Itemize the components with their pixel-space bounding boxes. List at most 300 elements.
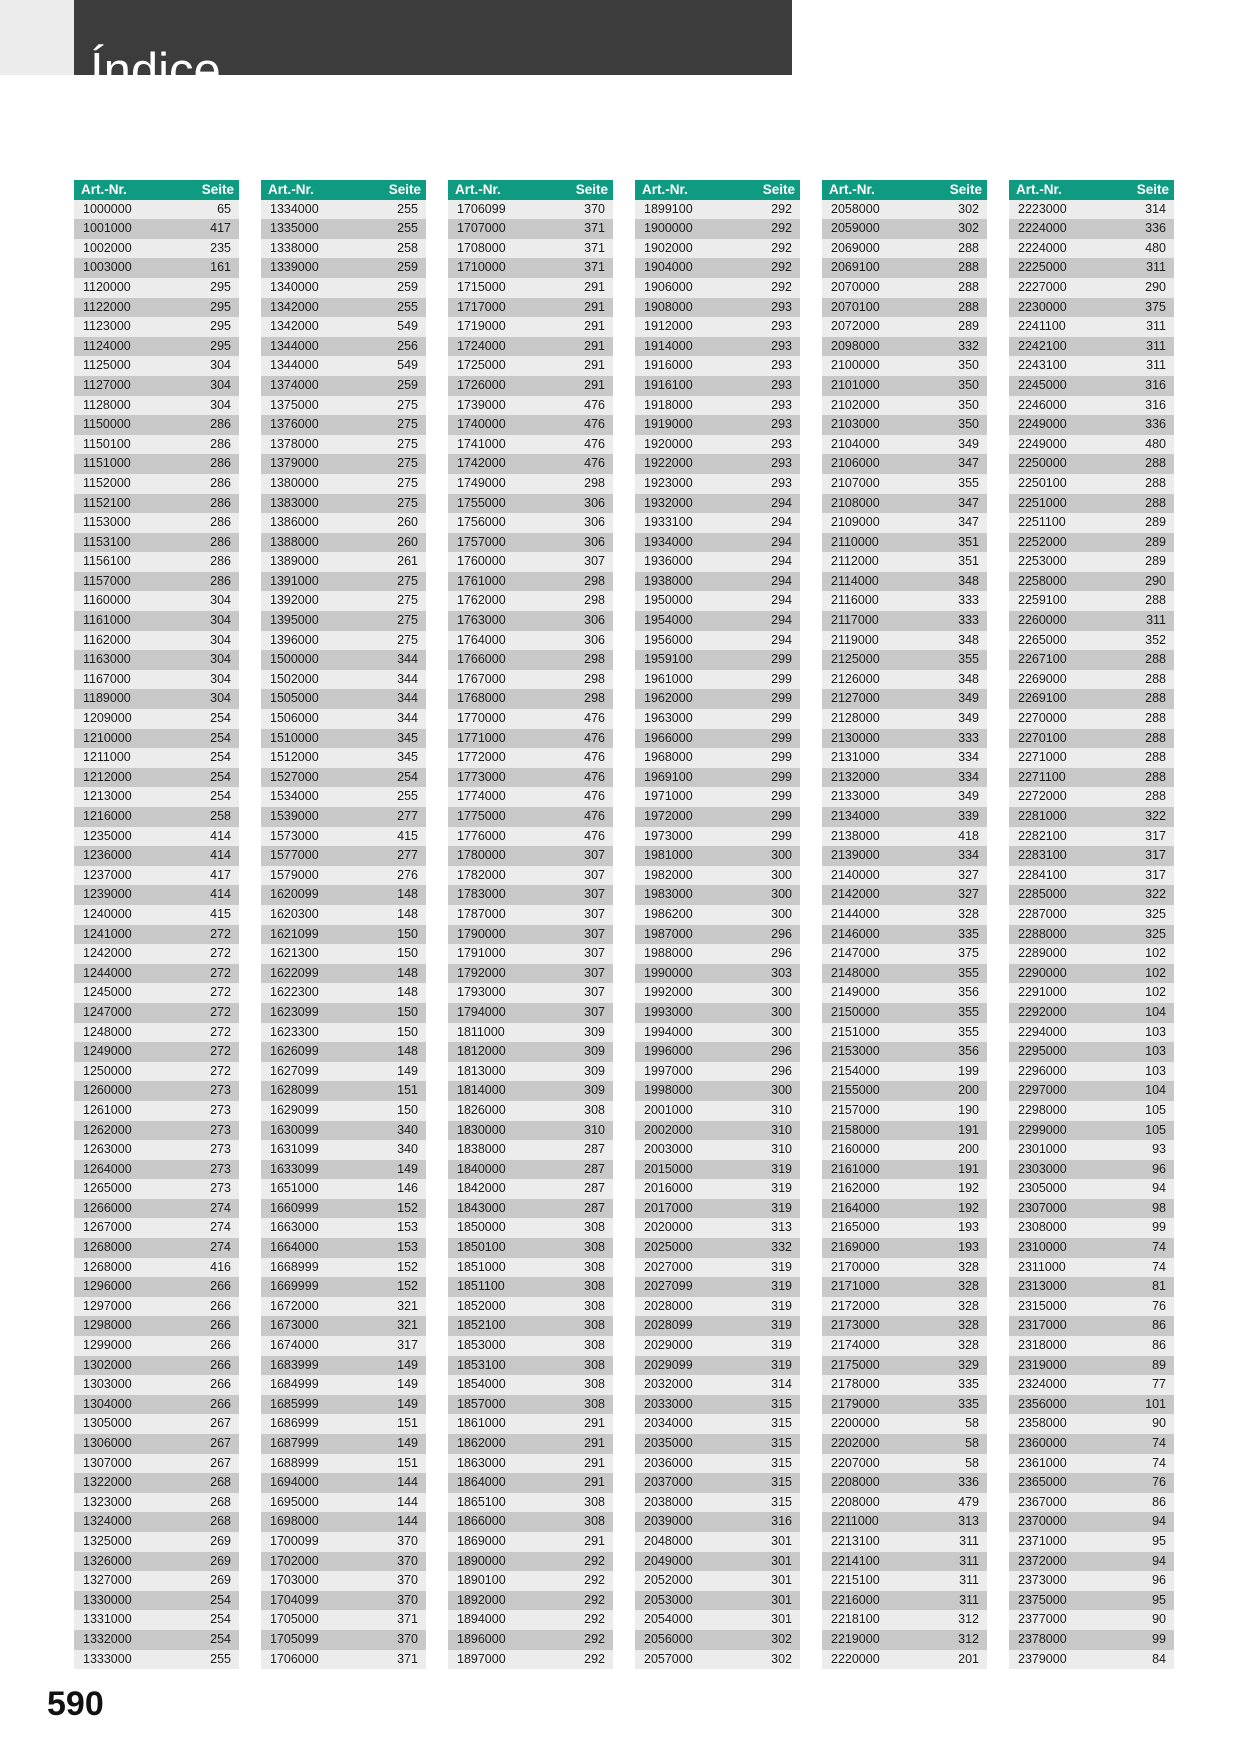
table-row: [822, 1042, 987, 1062]
seite: 371: [584, 240, 605, 255]
table-row: [448, 474, 613, 494]
table-row: [448, 670, 613, 690]
column-rows: [261, 200, 426, 1670]
art-nr: 1724000: [457, 338, 506, 353]
art-nr: 2361000: [1018, 1455, 1067, 1470]
table-row: [822, 1081, 987, 1101]
art-nr: 1695000: [270, 1494, 319, 1509]
seite: 350: [958, 397, 979, 412]
seite: 479: [958, 1494, 979, 1509]
art-nr: 1830000: [457, 1122, 506, 1137]
table-row: [74, 885, 239, 905]
table-row: [822, 376, 987, 396]
seite: 84: [1152, 1651, 1166, 1666]
art-nr: 2001000: [644, 1102, 693, 1117]
table-row: [635, 1277, 800, 1297]
art-nr: 1248000: [83, 1024, 132, 1039]
art-nr: 2271100: [1018, 769, 1066, 784]
table-row: [1009, 1591, 1174, 1611]
table-row: [635, 591, 800, 611]
seite: 370: [397, 1592, 418, 1607]
table-row: [448, 1258, 613, 1278]
seite: 258: [210, 809, 231, 823]
seite: 292: [771, 279, 792, 294]
seite: 313: [771, 1220, 792, 1235]
art-nr: 1210000: [83, 730, 132, 745]
art-nr: 1902000: [644, 240, 693, 255]
table-row: [1009, 396, 1174, 416]
seite: 306: [584, 632, 605, 647]
art-nr: 1983000: [644, 887, 693, 902]
seite: 311: [1146, 260, 1166, 275]
table-row: [448, 1356, 613, 1376]
table-row: [74, 787, 239, 807]
art-nr: 2056000: [644, 1631, 693, 1646]
table-row: [1009, 200, 1174, 220]
seite: 151: [397, 1416, 418, 1431]
seite: 299: [771, 750, 792, 765]
seite: 291: [584, 1475, 605, 1490]
table-row: [635, 1081, 800, 1101]
table-row: [261, 1258, 426, 1278]
seite: 255: [397, 789, 418, 804]
art-nr: 1760000: [457, 554, 506, 569]
table-row: [74, 827, 239, 847]
seite: 193: [958, 1220, 979, 1235]
seite: 256: [397, 338, 418, 353]
seite: 315: [771, 1494, 792, 1509]
table-row: [635, 219, 800, 239]
art-nr: 1344000: [270, 338, 319, 353]
art-nr: 1936000: [644, 554, 693, 569]
table-row: [1009, 689, 1174, 709]
table-row: [448, 944, 613, 964]
table-row: [74, 1571, 239, 1591]
seite: 307: [584, 848, 605, 863]
table-row: [261, 1552, 426, 1572]
table-row: [448, 1571, 613, 1591]
table-row: [822, 768, 987, 788]
table-row: [635, 552, 800, 572]
art-nr: 2219000: [831, 1631, 880, 1646]
table-row: [448, 219, 613, 239]
seite: 254: [210, 711, 231, 726]
seite: 288: [1145, 711, 1166, 726]
table-row: [74, 1199, 239, 1219]
art-nr: 1502000: [270, 671, 319, 686]
table-row: [635, 768, 800, 788]
art-nr: 1527000: [270, 769, 319, 784]
table-row: [635, 494, 800, 514]
table-row: [448, 376, 613, 396]
seite: 549: [397, 358, 418, 373]
table-row: [261, 964, 426, 984]
art-nr: 1740000: [457, 417, 506, 432]
seite: 315: [771, 1396, 792, 1411]
seite: 306: [584, 613, 605, 628]
table-row: [1009, 827, 1174, 847]
table-row: [1009, 513, 1174, 533]
seite: 347: [958, 456, 979, 471]
table-row: [635, 1414, 800, 1434]
art-nr: 2049000: [644, 1553, 693, 1568]
art-nr: 1792000: [457, 965, 506, 980]
table-row: [1009, 866, 1174, 886]
table-row: [74, 670, 239, 690]
art-nr: 1621099: [270, 926, 319, 941]
seite: 311: [1146, 338, 1166, 353]
art-nr: 2243100: [1018, 358, 1067, 373]
seite: 286: [210, 456, 231, 471]
table-row: [261, 298, 426, 318]
seite: 319: [771, 1338, 792, 1353]
seite: 308: [584, 1318, 605, 1333]
art-nr: 2245000: [1018, 377, 1067, 392]
art-nr: 1981000: [644, 848, 693, 863]
art-nr: 1826000: [457, 1102, 506, 1117]
seite: 302: [958, 201, 979, 216]
art-nr: 1237000: [83, 867, 132, 882]
art-nr: 2372000: [1018, 1553, 1067, 1568]
art-nr: 2165000: [831, 1220, 880, 1235]
seite: 302: [771, 1651, 792, 1666]
table-row: [635, 1101, 800, 1121]
art-nr: 1843000: [457, 1200, 506, 1215]
art-nr: 2370000: [1018, 1514, 1067, 1529]
seite: 58: [965, 1416, 979, 1431]
art-nr: 1694000: [270, 1475, 319, 1490]
art-nr: 1897000: [457, 1651, 506, 1666]
art-nr: 1620300: [270, 906, 319, 921]
seite: 306: [584, 534, 605, 549]
seite: 101: [1145, 1396, 1166, 1411]
table-row: [822, 1473, 987, 1493]
art-nr: 1236000: [83, 848, 132, 863]
art-nr: 2029000: [644, 1338, 693, 1353]
seite: 476: [584, 730, 605, 745]
art-nr: 1988000: [644, 946, 693, 961]
seite: 476: [584, 769, 605, 784]
column-rows: [448, 200, 613, 1670]
art-nr: 2069100: [831, 260, 880, 275]
table-row: [448, 454, 613, 474]
table-row: [822, 494, 987, 514]
table-row: [74, 298, 239, 318]
seite: 308: [584, 1514, 605, 1529]
seite: 149: [397, 1436, 418, 1450]
seite: 294: [771, 573, 792, 588]
art-nr: 2356000: [1018, 1396, 1067, 1411]
art-nr: 1706099: [457, 201, 506, 216]
seite: 370: [584, 201, 605, 216]
art-nr: 2017000: [644, 1200, 693, 1215]
art-nr: 1790000: [457, 926, 506, 941]
art-nr: 1742000: [457, 456, 506, 471]
table-row: [635, 866, 800, 886]
table-row: [1009, 1121, 1174, 1141]
seite: 86: [1152, 1338, 1166, 1353]
art-nr: 1325000: [83, 1533, 132, 1548]
table-row: [635, 1121, 800, 1141]
seite: 293: [771, 397, 792, 412]
table-row: [1009, 631, 1174, 651]
art-nr: 1162000: [83, 632, 131, 647]
seite: 150: [397, 926, 418, 941]
art-nr: 2267100: [1018, 652, 1067, 667]
seite: 294: [771, 515, 792, 530]
seite: 254: [210, 750, 231, 765]
seite: 344: [397, 652, 418, 667]
table-row: [448, 1140, 613, 1160]
seite: 291: [584, 1416, 605, 1431]
seite: 307: [584, 887, 605, 902]
table-row: [635, 1356, 800, 1376]
table-row: [261, 729, 426, 749]
table-row: [822, 337, 987, 357]
table-row: [635, 356, 800, 376]
art-nr: 1688999: [270, 1455, 319, 1470]
seite: 295: [210, 319, 231, 334]
art-nr: 2324000: [1018, 1377, 1067, 1392]
seite: 309: [584, 1063, 605, 1078]
table-row: [74, 1140, 239, 1160]
table-row: [822, 1356, 987, 1376]
art-nr: 1966000: [644, 730, 693, 745]
art-nr: 2289000: [1018, 946, 1067, 961]
seite: 287: [584, 1142, 605, 1157]
seite: 301: [771, 1573, 792, 1588]
table-row: [635, 1473, 800, 1493]
art-nr: 2142000: [831, 887, 880, 902]
art-nr: 1715000: [457, 279, 506, 294]
art-nr: 1239000: [83, 887, 132, 902]
art-nr: 2223000: [1018, 201, 1067, 216]
art-nr: 2377000: [1018, 1612, 1067, 1627]
seite: 311: [1146, 613, 1166, 628]
seite: 103: [1145, 1044, 1166, 1059]
seite: 298: [584, 475, 605, 490]
table-row: [822, 905, 987, 925]
art-nr: 2200000: [831, 1416, 880, 1431]
seite: 307: [584, 554, 605, 569]
table-row: [635, 1650, 800, 1670]
index-column-5: [822, 180, 987, 1669]
art-nr: 1127000: [83, 377, 131, 392]
seite: 316: [771, 1514, 792, 1529]
art-nr: 1396000: [270, 632, 319, 647]
art-nr: 2106000: [831, 456, 880, 471]
art-nr: 2230000: [1018, 299, 1067, 314]
table-row: [822, 1140, 987, 1160]
seite: 304: [210, 613, 231, 628]
art-nr: 1892000: [457, 1592, 506, 1607]
seite: 355: [958, 1024, 979, 1039]
art-nr: 1669999: [270, 1279, 319, 1294]
seite: 310: [771, 1122, 792, 1137]
art-nr: 1268000: [83, 1240, 132, 1255]
art-nr: 1739000: [457, 397, 506, 412]
seite: 306: [584, 515, 605, 530]
seite: 288: [1145, 730, 1166, 745]
art-nr: 2162000: [831, 1181, 880, 1196]
table-row: [448, 768, 613, 788]
table-row: [822, 572, 987, 592]
table-row: [635, 1336, 800, 1356]
art-nr: 2218100: [831, 1612, 880, 1627]
table-row: [822, 1160, 987, 1180]
seite: 304: [210, 671, 231, 686]
seite: 254: [397, 769, 418, 784]
seite: 304: [210, 652, 231, 667]
art-nr: 1840000: [457, 1161, 506, 1176]
seite: 311: [959, 1553, 979, 1568]
art-nr: 2227000: [1018, 279, 1067, 294]
table-row: [1009, 1512, 1174, 1532]
seite: 334: [958, 750, 979, 765]
art-nr: 2246000: [1018, 397, 1067, 412]
table-row: [822, 1062, 987, 1082]
table-row: [1009, 356, 1174, 376]
table-row: [822, 1454, 987, 1474]
table-row: [261, 1297, 426, 1317]
table-row: [74, 1512, 239, 1532]
art-nr: 1775000: [457, 809, 506, 823]
seite: 476: [584, 750, 605, 765]
seite: 98: [1152, 1200, 1166, 1215]
table-row: [74, 1650, 239, 1670]
seite: 254: [210, 730, 231, 745]
art-nr: 1707000: [457, 221, 506, 236]
seite: 269: [210, 1533, 231, 1548]
art-nr: 1000000: [83, 201, 132, 216]
table-row: [822, 748, 987, 768]
seite: 58: [965, 1455, 979, 1470]
table-row: [822, 1571, 987, 1591]
table-row: [635, 1395, 800, 1415]
table-row: [822, 533, 987, 553]
seite: 286: [210, 573, 231, 588]
table-row: [74, 513, 239, 533]
table-row: [74, 356, 239, 376]
art-nr: 1862000: [457, 1436, 506, 1450]
art-nr: 1510000: [270, 730, 319, 745]
table-row: [261, 1336, 426, 1356]
table-row: [1009, 1414, 1174, 1434]
seite: 96: [1152, 1573, 1166, 1588]
seite: 199: [958, 1063, 979, 1078]
art-nr: 1683999: [270, 1357, 319, 1372]
table-row: [448, 905, 613, 925]
table-row: [822, 1591, 987, 1611]
page-number: 590: [47, 1685, 104, 1723]
art-nr: 1323000: [83, 1494, 132, 1509]
art-nr: 1505000: [270, 691, 319, 706]
table-row: [635, 611, 800, 631]
art-nr: 1213000: [83, 789, 132, 804]
art-nr: 1380000: [270, 475, 319, 490]
art-nr: 2311000: [1018, 1259, 1066, 1274]
table-row: [448, 983, 613, 1003]
art-nr: 1794000: [457, 1004, 506, 1019]
seite: 289: [1145, 554, 1166, 569]
table-row: [635, 1042, 800, 1062]
table-row: [1009, 1297, 1174, 1317]
table-row: [822, 454, 987, 474]
art-nr: 1755000: [457, 495, 506, 510]
seite: 275: [397, 613, 418, 628]
art-nr: 1379000: [270, 456, 319, 471]
art-nr: 2207000: [831, 1455, 880, 1470]
table-row: [1009, 1258, 1174, 1278]
art-nr: 1998000: [644, 1083, 693, 1098]
table-row: [822, 513, 987, 533]
table-row: [1009, 1571, 1174, 1591]
seite: 150: [397, 1102, 418, 1117]
table-row: [74, 650, 239, 670]
seite: 370: [397, 1573, 418, 1588]
seite: 81: [1152, 1279, 1166, 1294]
table-row: [822, 1199, 987, 1219]
seite: 288: [1145, 652, 1166, 667]
art-nr: 1189000: [83, 691, 131, 706]
art-nr: 2160000: [831, 1142, 880, 1157]
seite: 350: [958, 377, 979, 392]
table-row: [635, 885, 800, 905]
art-nr: 1791000: [457, 946, 506, 961]
art-nr: 1997000: [644, 1063, 693, 1078]
art-nr: 2130000: [831, 730, 880, 745]
table-row: [822, 1336, 987, 1356]
table-row: [74, 1023, 239, 1043]
table-row: [74, 1552, 239, 1572]
seite: 298: [584, 691, 605, 706]
table-row: [74, 1454, 239, 1474]
art-nr: 2242100: [1018, 338, 1067, 353]
seite: 99: [1152, 1220, 1166, 1235]
header-bar: [74, 0, 792, 98]
art-nr: 2119000: [831, 632, 879, 647]
seite: 292: [584, 1651, 605, 1666]
seite: 302: [771, 1631, 792, 1646]
table-row: [822, 1375, 987, 1395]
seite: 286: [210, 515, 231, 530]
table-row: [448, 533, 613, 553]
seite: 288: [958, 260, 979, 275]
table-row: [74, 396, 239, 416]
table-row: [635, 964, 800, 984]
seite: 258: [397, 240, 418, 255]
art-nr: 2144000: [831, 906, 880, 921]
seite: 299: [771, 828, 792, 843]
table-row: [822, 278, 987, 298]
seite: 259: [397, 260, 418, 275]
column-header: [74, 180, 239, 200]
table-row: [1009, 768, 1174, 788]
art-nr: 1990000: [644, 965, 693, 980]
table-row: [635, 1238, 800, 1258]
art-nr: 1756000: [457, 515, 506, 530]
seite: 311: [1146, 358, 1166, 373]
art-nr: 1338000: [270, 240, 319, 255]
table-row: [822, 1630, 987, 1650]
art-nr: 1241000: [83, 926, 132, 941]
art-nr: 1386000: [270, 515, 319, 530]
art-nr: 2112000: [831, 554, 879, 569]
table-row: [261, 1454, 426, 1474]
table-row: [448, 1552, 613, 1572]
table-row: [635, 846, 800, 866]
art-nr: 1305000: [83, 1416, 132, 1431]
